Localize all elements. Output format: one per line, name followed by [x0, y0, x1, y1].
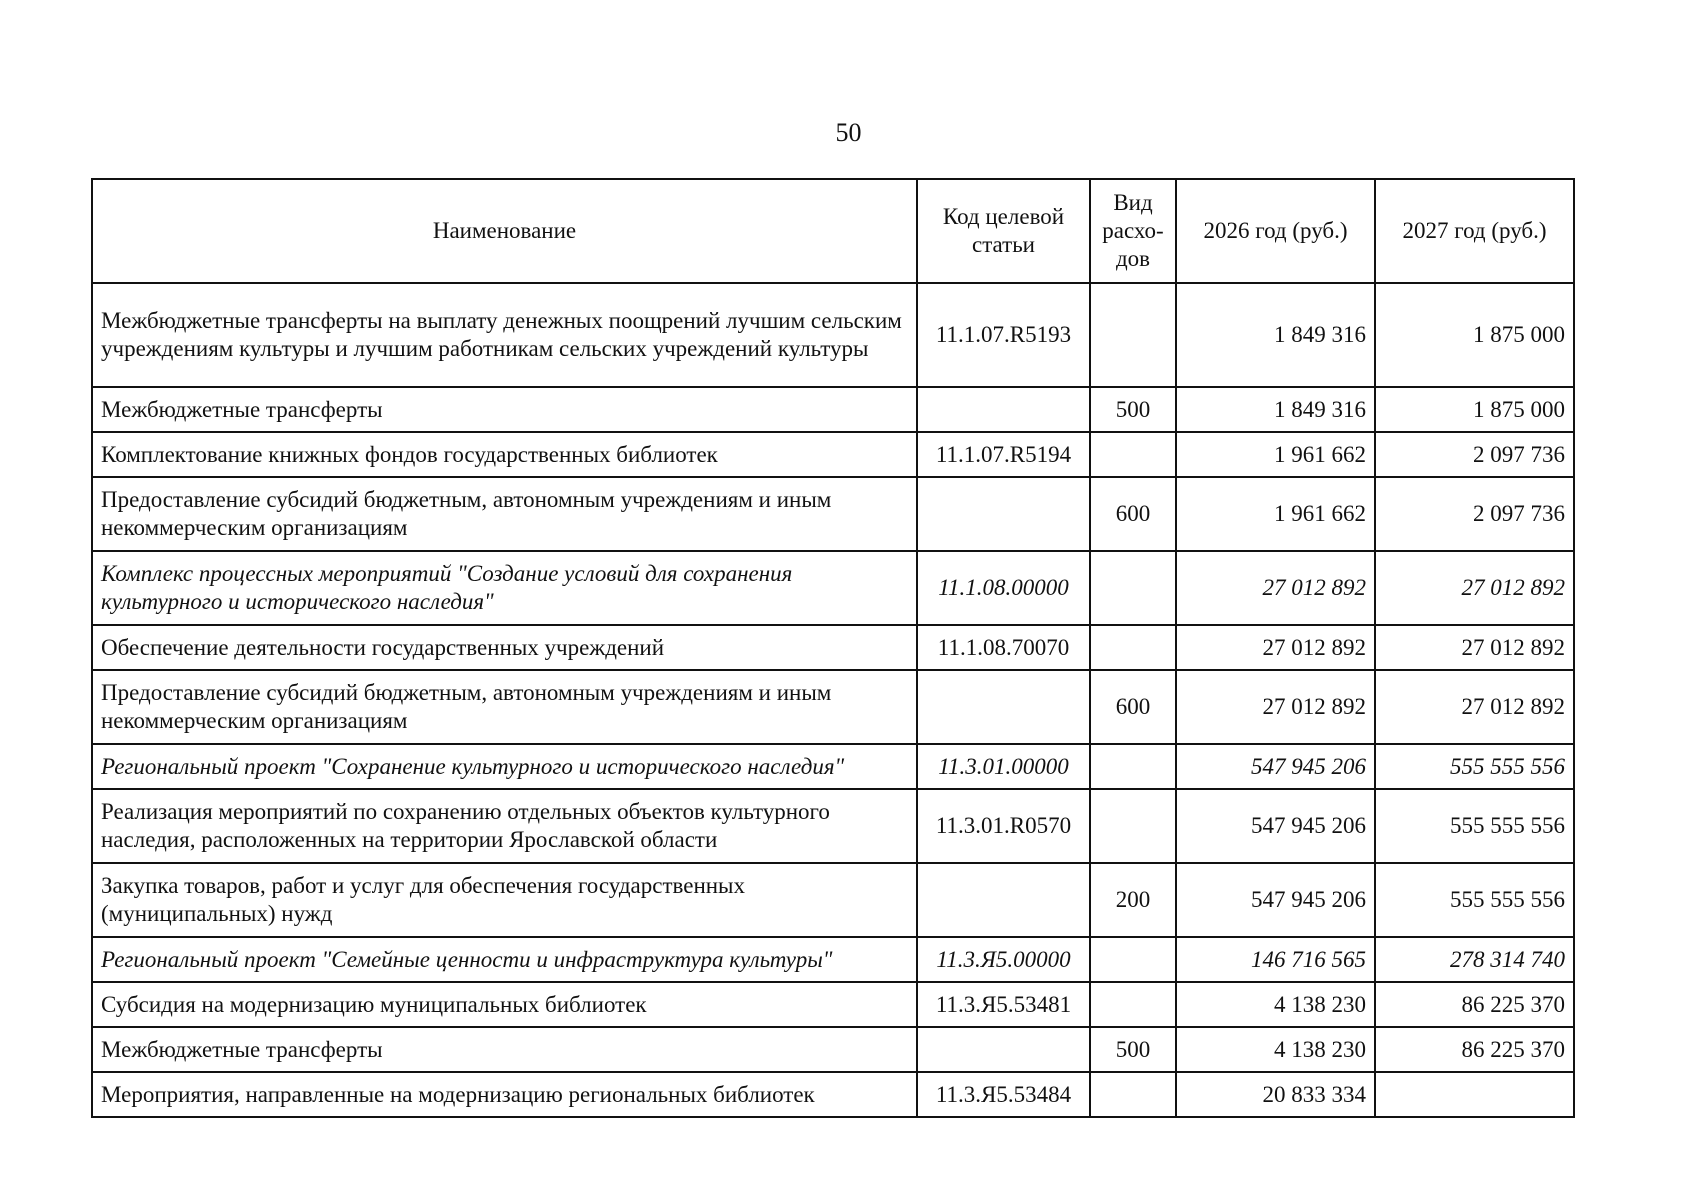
table-row: [92, 283, 1574, 387]
cell-2027: 555 555 556: [1375, 744, 1574, 789]
cell-2026: 4 138 230: [1176, 982, 1375, 1027]
table-row: [92, 477, 1574, 551]
cell-2026: 547 945 206: [1176, 863, 1375, 937]
cell-2026: 1 961 662: [1176, 477, 1375, 551]
cell-type: 500: [1090, 387, 1176, 432]
table-row: [92, 432, 1574, 477]
cell-2027: 278 314 740: [1375, 937, 1574, 982]
cell-2027: 555 555 556: [1375, 863, 1574, 937]
budget-table: [91, 178, 1575, 1118]
cell-code: [917, 387, 1090, 432]
cell-2026: 27 012 892: [1176, 670, 1375, 744]
table-row: [92, 982, 1574, 1027]
header-name: Наименование: [92, 179, 917, 283]
cell-2026: 20 833 334: [1176, 1072, 1375, 1117]
cell-type: [1090, 937, 1176, 982]
table-row: [92, 789, 1574, 863]
header-type: Вид расхо-дов: [1090, 179, 1176, 283]
cell-name: Предоставление субсидий бюджетным, автономным учреждениям и иным некоммерческим организациям: [92, 477, 917, 551]
cell-type: 500: [1090, 1027, 1176, 1072]
table-row: [92, 551, 1574, 625]
cell-code: [917, 1027, 1090, 1072]
table-row: [92, 625, 1574, 670]
cell-2026: 1 961 662: [1176, 432, 1375, 477]
cell-code: 11.1.08.70070: [917, 625, 1090, 670]
cell-type: [1090, 625, 1176, 670]
cell-code: 11.3.Я5.53481: [917, 982, 1090, 1027]
table-row: [92, 1072, 1574, 1117]
cell-name: Закупка товаров, работ и услуг для обеспечения государственных (муниципальных) нужд: [92, 863, 917, 937]
cell-name: Обеспечение деятельности государственных учреждений: [92, 625, 917, 670]
cell-2027: 555 555 556: [1375, 789, 1574, 863]
cell-2027: 27 012 892: [1375, 625, 1574, 670]
cell-2027: 27 012 892: [1375, 670, 1574, 744]
cell-2027: 86 225 370: [1375, 1027, 1574, 1072]
cell-2026: 4 138 230: [1176, 1027, 1375, 1072]
table-row: [92, 937, 1574, 982]
cell-name: Межбюджетные трансферты: [92, 1027, 917, 1072]
cell-name: Комплекс процессных мероприятий "Создание условий для сохранения культурного и исторического наследия": [92, 551, 917, 625]
cell-name: Предоставление субсидий бюджетным, автономным учреждениям и иным некоммерческим организациям: [92, 670, 917, 744]
cell-code: 11.3.Я5.00000: [917, 937, 1090, 982]
cell-code: 11.3.01.00000: [917, 744, 1090, 789]
cell-type: 200: [1090, 863, 1176, 937]
cell-type: [1090, 744, 1176, 789]
cell-type: [1090, 982, 1176, 1027]
page-number: 50: [835, 118, 862, 147]
cell-name: Региональный проект "Сохранение культурного и исторического наследия": [92, 744, 917, 789]
cell-name: Межбюджетные трансферты на выплату денежных поощрений лучшим сельским учреждениям культуры и лучшим работникам сельских учреждений культуры: [92, 283, 917, 387]
cell-type: [1090, 432, 1176, 477]
cell-name: Межбюджетные трансферты: [92, 387, 917, 432]
cell-2027: 1 875 000: [1375, 387, 1574, 432]
cell-2026: 146 716 565: [1176, 937, 1375, 982]
cell-name: Комплектование книжных фондов государственных библиотек: [92, 432, 917, 477]
cell-code: 11.1.08.00000: [917, 551, 1090, 625]
cell-2026: 1 849 316: [1176, 283, 1375, 387]
cell-type: 600: [1090, 670, 1176, 744]
cell-name: Мероприятия, направленные на модернизацию региональных библиотек: [92, 1072, 917, 1117]
cell-code: 11.1.07.R5193: [917, 283, 1090, 387]
cell-2026: 27 012 892: [1176, 625, 1375, 670]
cell-2026: 1 849 316: [1176, 387, 1375, 432]
table-row: [92, 863, 1574, 937]
cell-code: [917, 670, 1090, 744]
table-row: [92, 670, 1574, 744]
cell-2027: 27 012 892: [1375, 551, 1574, 625]
cell-type: [1090, 551, 1176, 625]
cell-name: Региональный проект "Семейные ценности и инфраструктура культуры": [92, 937, 917, 982]
cell-code: [917, 863, 1090, 937]
cell-type: 600: [1090, 477, 1176, 551]
table-header-row: [92, 179, 1574, 283]
cell-2027: 86 225 370: [1375, 982, 1574, 1027]
cell-2027: [1375, 1072, 1574, 1117]
cell-type: [1090, 1072, 1176, 1117]
cell-type: [1090, 789, 1176, 863]
cell-type: [1090, 283, 1176, 387]
cell-2026: 27 012 892: [1176, 551, 1375, 625]
cell-code: 11.3.Я5.53484: [917, 1072, 1090, 1117]
table-row: [92, 387, 1574, 432]
cell-code: [917, 477, 1090, 551]
cell-name: Субсидия на модернизацию муниципальных библиотек: [92, 982, 917, 1027]
table-row: [92, 1027, 1574, 1072]
table-row: [92, 744, 1574, 789]
header-2027: 2027 год (руб.): [1375, 179, 1574, 283]
header-2026: 2026 год (руб.): [1176, 179, 1375, 283]
cell-name: Реализация мероприятий по сохранению отдельных объектов культурного наследия, расположенных на территории Ярославской области: [92, 789, 917, 863]
cell-2027: 2 097 736: [1375, 432, 1574, 477]
cell-2027: 1 875 000: [1375, 283, 1574, 387]
cell-code: 11.3.01.R0570: [917, 789, 1090, 863]
header-code: Код целевой статьи: [917, 179, 1090, 283]
cell-2026: 547 945 206: [1176, 744, 1375, 789]
cell-2027: 2 097 736: [1375, 477, 1574, 551]
cell-2026: 547 945 206: [1176, 789, 1375, 863]
cell-code: 11.1.07.R5194: [917, 432, 1090, 477]
